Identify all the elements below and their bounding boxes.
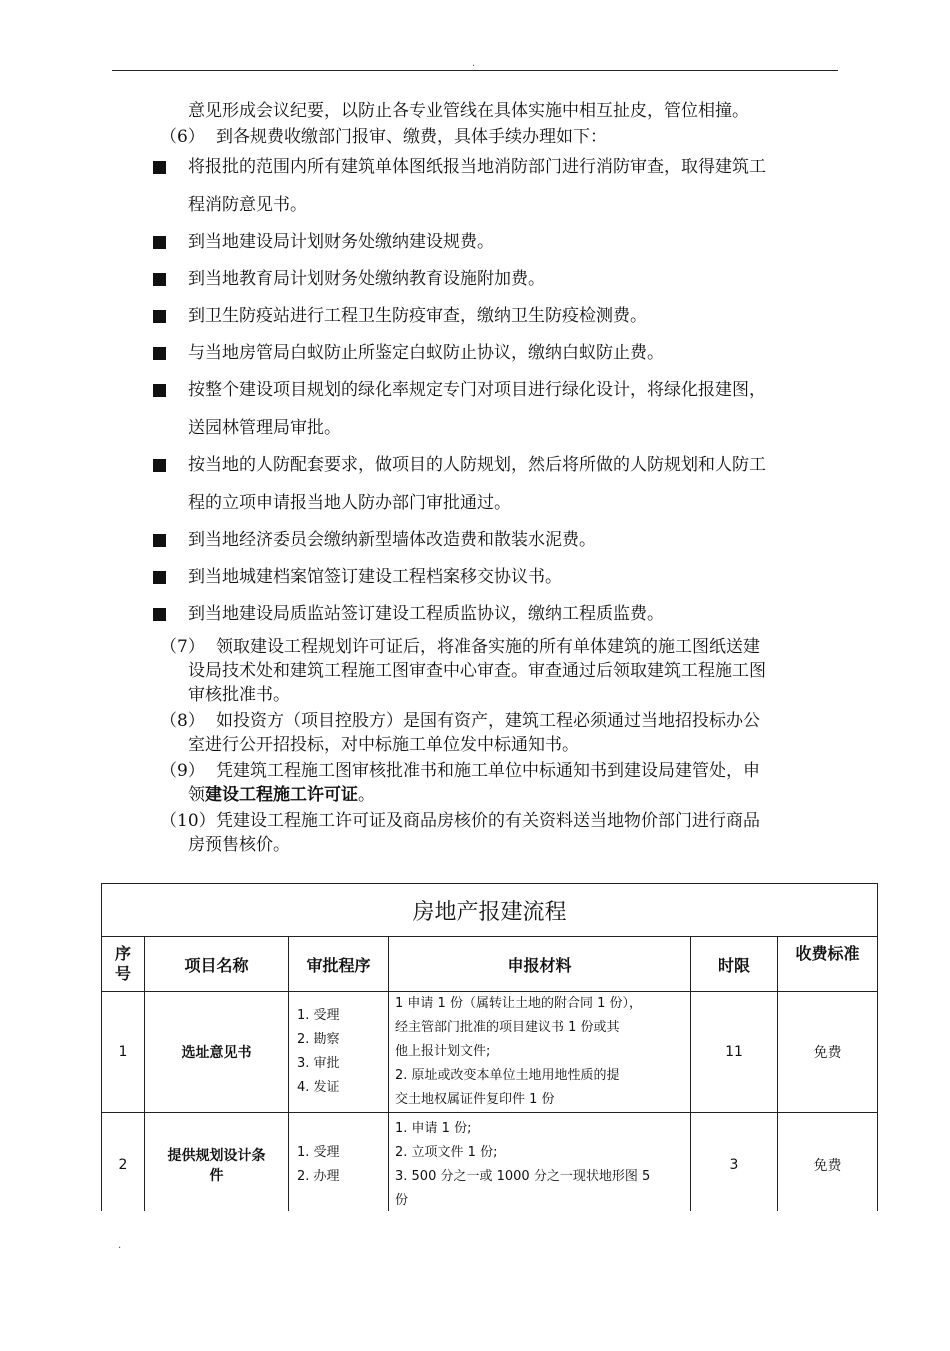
bullet-10: 到当地建设局质监站签订建设工程质监协议，缴纳工程质监费。 — [188, 604, 664, 624]
item-10-number: （10） — [160, 811, 216, 831]
row-2-steps — [289, 1113, 389, 1218]
bullet-7-line-1: 按当地的人防配套要求，做项目的人防规划，然后将所做的人防规划和人防工 — [188, 455, 766, 475]
row-1-seq: 1 — [102, 992, 145, 1113]
row-1-fee: 免费 — [778, 992, 878, 1113]
header-procedure: 审批程序 — [289, 937, 389, 992]
table-caption: 房地产报建流程 — [102, 884, 878, 937]
step: 1. 受理 — [297, 1008, 340, 1023]
item-9-line-2-pre: 领 — [188, 785, 205, 805]
bullet-square-icon — [153, 571, 166, 584]
row-2-seq: 2 — [102, 1113, 145, 1218]
bullet-7-line-2: 程的立项申请报当地人防办部门审批通过。 — [188, 493, 511, 513]
item-8-line-2: 室进行公开招投标，对中标施工单位发中标通知书。 — [188, 735, 579, 755]
material-line: 2. 立项文件 1 份; — [395, 1145, 498, 1160]
item-6-number: （6） — [160, 127, 205, 147]
row-2-fee: 免费 — [778, 1113, 878, 1218]
item-9-line-2 — [188, 783, 375, 807]
bullet-square-icon — [153, 273, 166, 286]
header-seq-b: 号 — [114, 964, 131, 983]
footer-mark: . — [118, 1240, 122, 1251]
header-materials: 申报材料 — [389, 937, 691, 992]
bullet-square-icon — [153, 608, 166, 621]
table-header-row — [102, 937, 878, 992]
bullet-square-icon — [153, 459, 166, 472]
step: 1. 受理 — [297, 1145, 340, 1160]
bullet-square-icon — [153, 384, 166, 397]
page-bottom-mask — [100, 1211, 880, 1351]
row-1-steps — [289, 992, 389, 1113]
item-7-line-1: 领取建设工程规划许可证后，将准备实施的所有单体建筑的施工图纸送建 — [216, 637, 760, 657]
material-line: 份 — [395, 1193, 409, 1208]
bullet-3: 到当地教育局计划财务处缴纳教育设施附加费。 — [188, 269, 545, 289]
bullet-1-line-1: 将报批的范围内所有建筑单体图纸报当地消防部门进行消防审查，取得建筑工 — [188, 157, 766, 177]
row-2-name-a: 提供规划设计条 — [167, 1148, 266, 1164]
header-seq-a: 序 — [114, 944, 131, 963]
material-line: 交土地权属证件复印件 1 份 — [395, 1092, 555, 1107]
bullet-5: 与当地房管局白蚁防止所鉴定白蚁防止协议，缴纳白蚁防止费。 — [188, 343, 664, 363]
item-10-line-1: 凭建设工程施工许可证及商品房核价的有关资料送当地物价部门进行商品 — [216, 811, 760, 831]
bullet-8: 到当地经济委员会缴纳新型墙体改造费和散装水泥费。 — [188, 530, 596, 550]
bullet-6-line-2: 送园林管理局审批。 — [188, 418, 341, 438]
item-7-line-2: 设局技术处和建筑工程施工图审查中心审查。审查通过后领取建筑工程施工图 — [188, 661, 766, 681]
material-line: 他上报计划文件; — [395, 1044, 491, 1059]
row-1-materials — [389, 992, 691, 1113]
header-mark: . — [472, 58, 476, 69]
header-name: 项目名称 — [145, 937, 289, 992]
item-8-number: （8） — [160, 711, 205, 731]
approval-flow-table — [101, 883, 878, 1218]
item-9-number: （9） — [160, 761, 205, 781]
bullet-square-icon — [153, 310, 166, 323]
row-2-name — [145, 1113, 289, 1218]
bullet-square-icon — [153, 236, 166, 249]
step: 4. 发证 — [297, 1080, 340, 1095]
header-limit: 时限 — [691, 937, 778, 992]
material-line: 1 申请 1 份（属转让土地的附合同 1 份）， — [395, 996, 642, 1011]
item-6-text: 到各规费收缴部门报审、缴费，具体手续办理如下： — [216, 127, 607, 147]
bullet-square-icon — [153, 347, 166, 360]
material-line: 经主管部门批准的项目建议书 1 份或其 — [395, 1020, 620, 1035]
bullet-2: 到当地建设局计划财务处缴纳建设规费。 — [188, 232, 494, 252]
material-line: 3. 500 分之一或 1000 分之一现状地形图 5 — [395, 1169, 651, 1184]
material-line: 2. 原址或改变本单位土地用地性质的提 — [395, 1068, 620, 1083]
item-7-line-3: 审核批准书。 — [188, 685, 290, 705]
table-row — [102, 1113, 878, 1218]
item-8-line-1: 如投资方（项目控股方）是国有资产，建筑工程必须通过当地招投标办公 — [216, 711, 760, 731]
header-rule — [112, 70, 838, 71]
row-1-name: 选址意见书 — [145, 992, 289, 1113]
row-2-materials — [389, 1113, 691, 1218]
bullet-9: 到当地城建档案馆签订建设工程档案移交协议书。 — [188, 567, 562, 587]
row-1-limit: 11 — [691, 992, 778, 1113]
bullet-1-line-2: 程消防意见书。 — [188, 195, 307, 215]
row-2-limit: 3 — [691, 1113, 778, 1218]
item-7-number: （7） — [160, 637, 205, 657]
step: 2. 勘察 — [297, 1032, 340, 1047]
material-line: 1. 申请 1 份; — [395, 1121, 472, 1136]
row-2-name-b: 件 — [209, 1168, 224, 1184]
item-9-line-2-post: 。 — [358, 785, 375, 805]
step: 3. 审批 — [297, 1056, 340, 1071]
bullet-6-line-1: 按整个建设项目规划的绿化率规定专门对项目进行绿化设计，将绿化报建图， — [188, 380, 766, 400]
bullet-4: 到卫生防疫站进行工程卫生防疫审查，缴纳卫生防疫检测费。 — [188, 306, 647, 326]
step: 2. 办理 — [297, 1169, 340, 1184]
header-fee: 收费标准 — [778, 937, 878, 992]
item-9-line-1: 凭建筑工程施工图审核批准书和施工单位中标通知书到建设局建管处，申 — [216, 761, 760, 781]
item-10-line-2: 房预售核价。 — [188, 835, 290, 855]
header-seq — [102, 937, 145, 992]
table-row — [102, 992, 878, 1113]
permit-name-bold: 建设工程施工许可证 — [205, 785, 358, 805]
intro-line: 意见形成会议纪要，以防止各专业管线在具体实施中相互扯皮，管位相撞。 — [188, 101, 749, 121]
bullet-square-icon — [153, 534, 166, 547]
bullet-square-icon — [153, 161, 166, 174]
